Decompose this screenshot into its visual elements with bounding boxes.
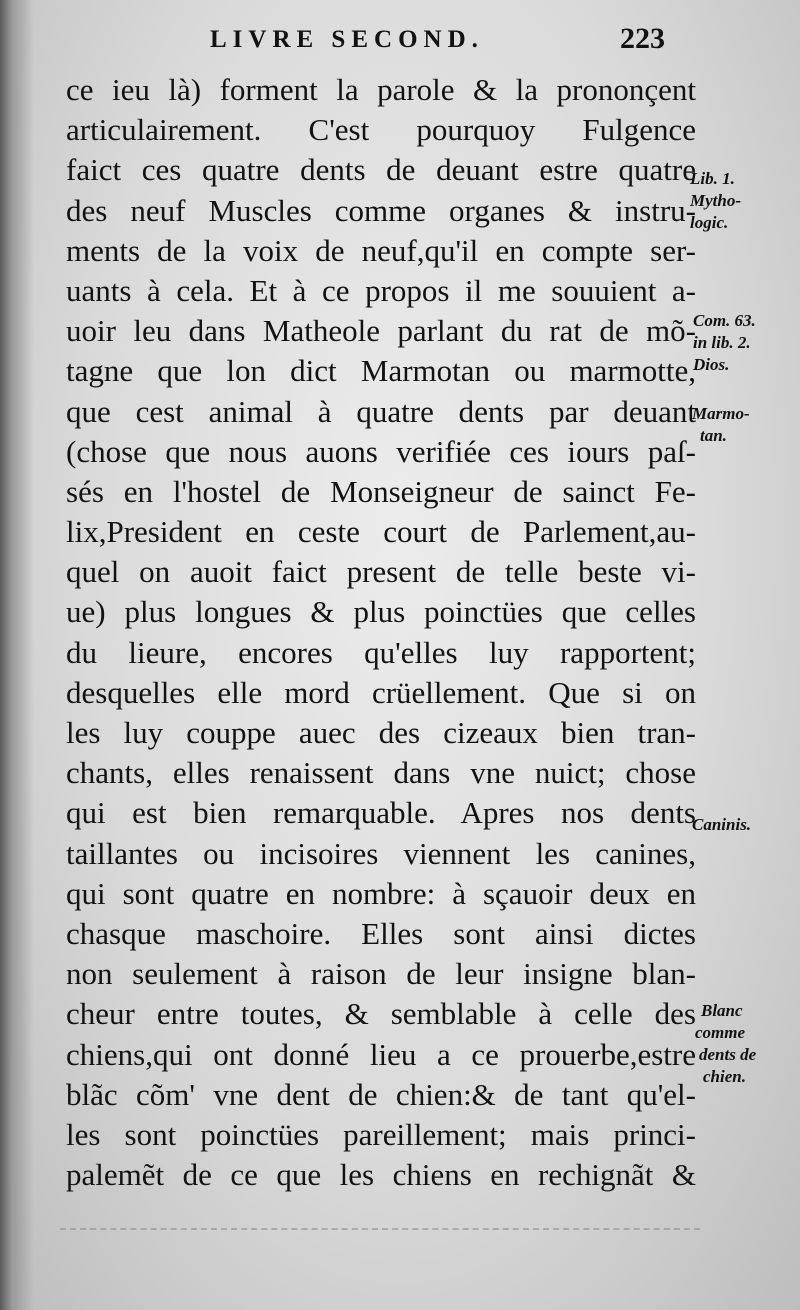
text-line: tagne que lon dict Marmotan ou marmotte, (66, 353, 696, 389)
text-line: articulairement. C'est pourquoy Fulgence (66, 112, 696, 148)
text-line: les luy couppe auec des cizeaux bien tran- (66, 715, 696, 750)
margin-note-line: dents de (699, 1045, 757, 1064)
margin-note-marmotan (692, 403, 750, 447)
text-line: desquelles elle mord crüellement. Que si on (66, 674, 696, 710)
text-line: des neuf Muscles comme organes & instru- (66, 192, 696, 228)
text-line: faict ces quatre dents de deuant estre quatre (66, 152, 696, 188)
text-line: ce ieu là) forment la parole & la prononçent (66, 72, 696, 107)
text-line: blãc cõm' vne dent de chien:& de tant qu'el- (66, 1076, 696, 1112)
text-line: ue) plus longues & plus poinctües que celles (66, 594, 696, 630)
margin-note-line: logic. (690, 213, 729, 232)
text-line: (chose que nous auons verifiée ces iours paſ- (66, 433, 696, 469)
margin-note-com-dios (693, 310, 756, 376)
text-line: taillantes ou incisoires viennent les canines, (66, 835, 696, 871)
margin-note-lib-mythologic (690, 168, 741, 234)
text-line: cheur entre toutes, & semblable à celle des (66, 996, 696, 1032)
margin-note-caninis (692, 814, 751, 836)
text-line: qui est bien remarquable. Apres nos dents (66, 795, 696, 831)
text-line: lix,President en ceste court de Parlement,au- (66, 514, 696, 550)
text-line: quel on auoit faict present de telle beste vi- (66, 554, 696, 590)
margin-note-line: Blanc (701, 1001, 743, 1020)
margin-note-line: Com. 63. (693, 311, 756, 330)
page-number: 223 (620, 22, 665, 55)
text-line: les sont poinctües pareillement; mais princi- (66, 1116, 696, 1152)
text-line: ments de la voix de neuf,qu'il en compte ser- (66, 232, 696, 268)
text-line: chiens,qui ont donné lieu a ce prouerbe,estre (66, 1036, 696, 1072)
text-line: palemẽt de ce que les chiens en rechignãt & (66, 1157, 696, 1193)
text-line: uoir leu dans Matheole parlant du rat de mõ- (66, 313, 696, 349)
text-line: que cest animal à quatre dents par deuant (66, 393, 696, 429)
text-line: du lieure, encores qu'elles luy rapportent; (66, 634, 696, 670)
margin-note-blanc-comme (695, 1000, 756, 1088)
text-line: sés en l'hostel de Monseigneur de sainct Fe- (66, 473, 696, 509)
next-page-bleed (60, 1228, 700, 1236)
body-text (66, 70, 696, 1195)
text-line: uants à cela. Et à ce propos il me souuient a- (66, 272, 696, 308)
margin-note-line: tan. (700, 426, 727, 445)
margin-note-line: in lib. 2. (693, 333, 751, 352)
margin-note-line: Mytho- (690, 191, 741, 210)
margin-note-line: Lib. 1. (690, 169, 735, 188)
margin-note-line: Dios. (693, 355, 730, 374)
text-line: chants, elles renaissent dans vne nuict; chose (66, 755, 696, 791)
margin-note-line: Caninis. (692, 815, 752, 834)
text-line: non seulement à raison de leur insigne blan- (66, 956, 696, 992)
running-head: LIVRE SECOND. (210, 26, 484, 53)
gutter-shadow (0, 0, 34, 1310)
margin-note-line: comme (695, 1023, 746, 1042)
text-line: chasque maschoire. Elles sont ainsi dictes (66, 915, 696, 951)
margin-note-line: chien. (703, 1067, 746, 1086)
text-line: qui sont quatre en nombre: à sçauoir deux en (66, 875, 696, 911)
margin-note-line: Marmo- (692, 404, 750, 423)
